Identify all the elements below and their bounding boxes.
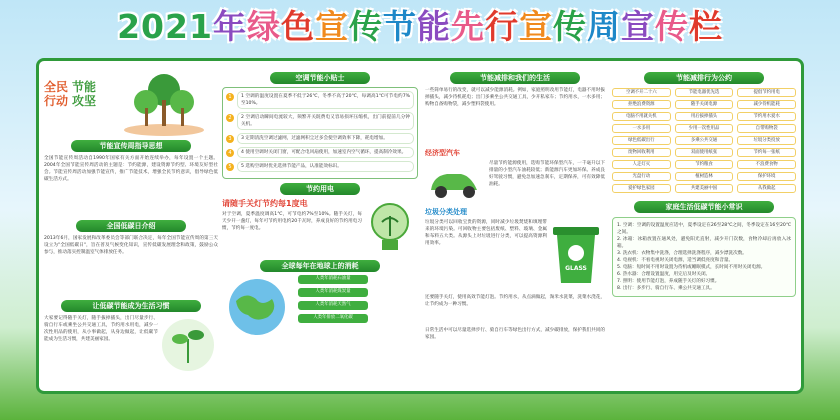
tip-text: 5 选购空调时优先选择节能产品，认准能效标识。 [237,161,414,172]
pledge-item: 减少待机能耗 [737,100,796,109]
column-1 [44,68,218,375]
tip-text: 2 空调启动瞬间电流较大，频繁开关既费电又容易损坏压缩机，出门前提前几分钟关机。 [237,112,414,130]
slogan-line-2: 行动 [44,94,69,108]
pledge-item: 节约用水爱水 [737,112,796,121]
knowledge-item: 4. 电视机：不看电视时关闭电源，适当调低亮度和音量。 [617,258,734,263]
tip-item [226,147,414,158]
trash-bin-icon [547,219,605,287]
tip-number: 5 [226,163,234,171]
garbage-text: 垃圾分类可以回收宝贵的资源，同时减少垃圾焚烧和填埋带来的环境污染。可回收物主要包括废纸、塑料、玻璃、金属和布料五大类。从源头上对垃圾进行分类，可以提高资源利用效率。 [425,220,547,246]
pledge-grid [612,88,796,193]
recycle-bin [547,219,605,291]
knowledge-item: 2. 冰箱：冰箱放置在通风处，避免阳光直射，减少开门次数，食物冷却后再放入冰箱。 [617,237,791,249]
pledge-item: 节能电器优先选 [675,88,734,97]
pledge-item: 废物回收利用 [612,148,671,157]
garbage-title: 垃圾分类处理 [425,208,467,216]
knowledge-item: 1. 空调：空调的设置温度应适中，夏季设定在26至28℃之间，冬季设定在16至20℃之间。 [617,223,791,235]
column-4 [612,72,796,297]
tip-item [226,133,414,144]
section-title: 节能减排行为公约 [644,72,764,84]
pledge-item: 不浪费食物 [737,160,796,169]
pledge-item: 空调不开二十六 [612,88,671,97]
knowledge-item: 7. 照明：使用节能灯泡，养成随手关灯的好习惯。 [617,279,720,284]
tip-text: 3 定期清洗空调过滤网，过滤网积尘过多会使空调效率下降，耗电增加。 [237,133,414,144]
tips-box [222,87,418,179]
bulb-plant-icon [158,315,218,375]
tip-number: 4 [226,149,234,157]
lightbulb-icon [362,198,418,258]
column-3 [425,72,605,355]
trees-illustration [114,68,214,138]
section-title: 节能减排和我们的生活 [450,72,580,84]
pledge-item: 节约每一张纸 [737,148,796,157]
section-title: 节约用电 [280,183,360,195]
pledge-item: 自带购物袋 [737,124,796,133]
pledge-item: 节约粮食 [675,160,734,169]
column-2 [222,72,418,339]
section-text: 全国节能宣传周活动自1990年国家有关方面开始连续举办，每年设置一个主题。2004年全国节能宣传周活动的主题是：节约能源，建设资源节约型、环境友好型社会。节能宣传周活动加强节能宣传，推广节能技术，增强全民节约意识，倡导绿色低碳生活方式。 [44,156,218,182]
power-slogan: 请随手关灯节约每1度电 [222,199,308,208]
title-text: 2021年绿色宣传节能先行宣传周宣传栏 [117,7,723,46]
bin-label: GLASS [565,265,587,272]
pledge-item: 人走灯灭 [612,160,671,169]
pledge-item: 多乘公共交通 [675,136,734,145]
garbage-text-3: 日常生活中可以尽量选择步行、骑自行车等绿色出行方式，减少碳排放，保护我们共同的家园。 [425,328,605,340]
section-title: 全球每年在地球上的消耗 [260,260,380,272]
slogan-line-3: 节能 [72,80,97,94]
tip-number: 3 [226,135,234,143]
slogan-line-4: 攻坚 [72,94,97,108]
poster-title [0,2,840,52]
pledge-item: 随手关闭电源 [675,100,734,109]
knowledge-item: 3. 洗衣机：衣物集中洗涤，合理选择洗涤程序，减少漂洗次数。 [617,251,747,256]
car-text: 尽量节约能源使用，选购节能环保型汽车，一千毫升以下排量的小型汽车油耗较低；新能源汽车更加环保。养成良好驾驶习惯，避免急加速急刹车，定期保养，可有效降低油耗。 [489,161,605,187]
pledge-item: 少用一次性用品 [675,124,734,133]
slogan [44,80,104,108]
tip-text: 1 空调的温度设置在夏季不低于26℃，冬季不高于20℃，每调高1℃可节电约7%至10%。 [237,91,414,109]
pledge-item: 保护环境 [737,172,796,181]
slogan-area [44,68,218,140]
pledge-item: 垃圾分类投放 [737,136,796,145]
car-icon [425,160,485,204]
knowledge-item: 5. 电脑：短时间不用时设置为待机或睡眠模式，长时间不用时关闭电源。 [617,265,766,270]
knowledge-item: 6. 热水器：合理设置温度，用完后及时关闭。 [617,272,711,277]
power-text: 对于空调，夏季温度调高1℃，可节电约7%至10%。随手关灯，每天少开一盏灯，每年可节约用电约20千瓦时，养成良好的节约用电习惯，节约每一度电。 [222,212,362,231]
tip-item [226,91,414,109]
pledge-item: 植树造林 [675,172,734,181]
pledge-item: 电脑不用就关机 [612,112,671,121]
section-title: 家庭生活低碳节能小常识 [634,201,774,213]
knowledge-item: 8. 出行：多步行、骑自行车、乘公共交通工具。 [617,286,715,291]
pledge-item: 用后拔掉插头 [675,112,734,121]
slogan-line-1: 全民 [44,80,69,94]
tip-item [226,161,414,172]
section-text: 2013年6月，国家发展和改革委员会等部门联合决定，每年全国节能宣传周的第三天设立为"全国低碳日"，旨在普及气候变化知识，宣传低碳发展理念和政策，鼓励公众参与，推动落实控制温室气体排放任务。 [44,236,218,255]
tip-number: 1 [226,93,234,101]
pledge-item: 提倡节约用电 [737,88,796,97]
section-title: 空调节能小贴士 [270,72,370,84]
pledge-item: 绿色低碳出行 [612,136,671,145]
pledge-item: 拒绝浪费资源 [612,100,671,109]
knowledge-box [612,217,796,297]
pledge-item: 爱护绿色家园 [612,184,671,193]
earth-item: 人类年消耗煤炭量 [298,288,368,297]
tip-text: 4 使用空调时关闭门窗，可配合电风扇使用，加速室内空气循环，提高制冷效果。 [237,147,414,158]
car-title: 经济型汽车 [425,149,460,157]
garbage-text-2: 还要随手关灯，使用高效节能灯泡。节约用水，从点滴做起，淘米水洗菜，洗菜水浇花，让节约成为一种习惯。 [425,295,605,307]
section-text: 大家要记得随手关灯，随手拔掉插头，出门尽量步行、骑自行车或乘坐公共交通工具，节约用水用电，减少一次性用品的使用，从小事做起，从身边做起，让低碳节能成为生活习惯，共建美丽家园。 [44,316,158,342]
pledge-item: 从我做起 [737,184,796,193]
section-title: 节能宣传周指导思想 [71,140,191,152]
tip-item [226,112,414,130]
section-text: 一些简单易行的改变，就可以减少能源消耗。例如，家庭照明改用节能灯，电器不用时拔掉插头，减少待机耗电；出门多乘坐公共交通工具，少开私家车；节约用水，一水多用；购物自备购物袋，减少塑料袋使用。 [425,88,605,107]
pledge-item: 双面使用纸张 [675,148,734,157]
earth-item: 人类年消耗天然气 [298,301,368,310]
pledge-item: 一水多用 [612,124,671,133]
earth-item: 人类年消耗石油量 [298,275,368,284]
earth-icon [222,275,292,339]
tip-number: 2 [226,114,234,122]
pledge-item: 光盘行动 [612,172,671,181]
pledge-item: 共建美丽中国 [675,184,734,193]
section-title: 让低碳节能成为生活习惯 [61,300,201,312]
section-title: 全国低碳日介绍 [76,220,186,232]
earth-item: 人类年排放二氧化碳 [298,314,368,323]
